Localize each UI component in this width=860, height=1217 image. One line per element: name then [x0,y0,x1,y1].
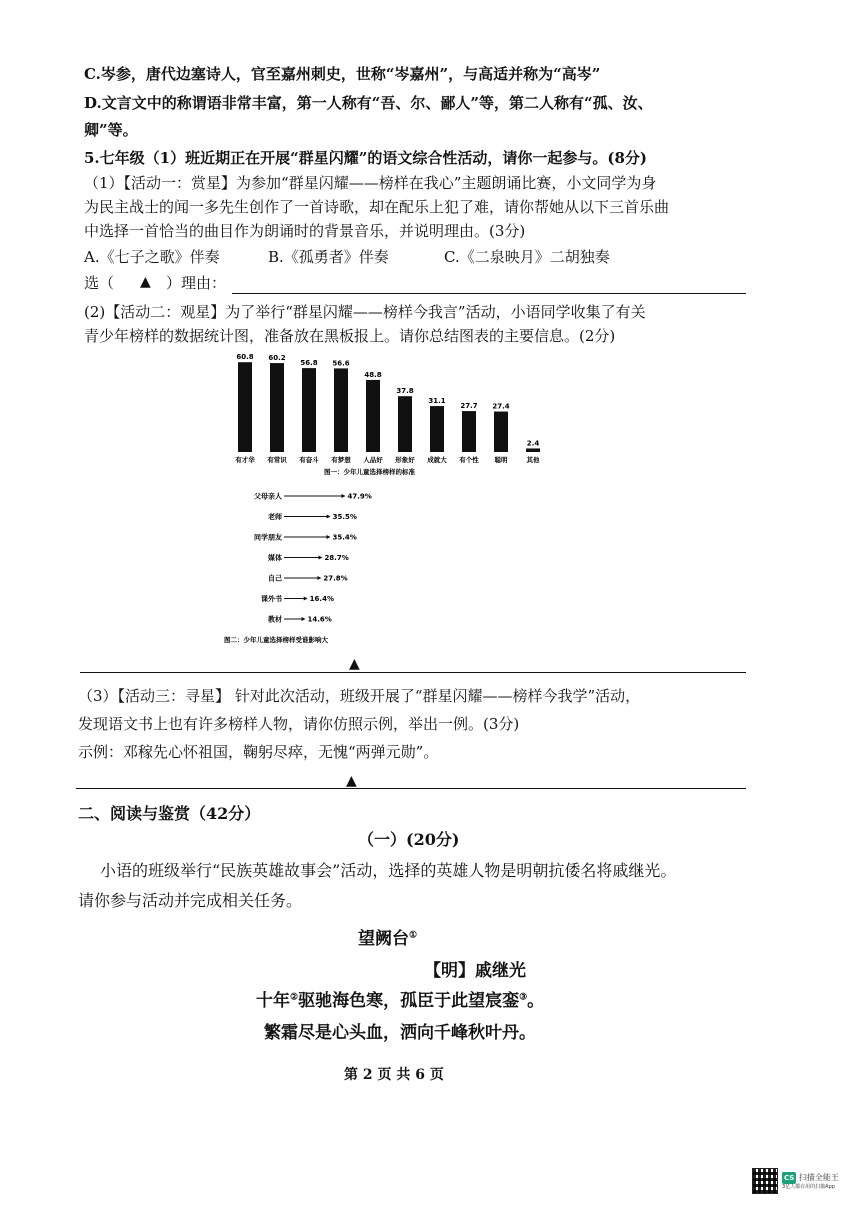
scanner-subtitle: 3亿人都在用的扫描App [782,1184,835,1190]
qr-code-icon [752,1168,778,1194]
influence-value-label: 28.7% [324,554,349,562]
influence-value-label: 47.9% [347,492,372,501]
chart-influence-sources [224,480,414,652]
poem-line-1-part-c: 。 [527,991,545,1011]
bar [462,411,476,452]
activity-1-line-1: （1）【活动一：赏星】为参加“群星闪耀——榜样在我心”主题朗诵比赛，小文同学为身 [84,174,657,192]
bar [430,406,444,452]
influence-value-label: 35.4% [332,533,357,542]
option-c-line: C.岑参，唐代边塞诗人，官至嘉州刺史，世称“岑嘉州”，与高适并称为“高岑” [84,65,601,83]
bar-value-label: 27.4 [492,402,510,411]
section-2-heading: 二、阅读与鉴赏（42分） [78,804,261,823]
influence-arrow-head [326,535,330,539]
influence-arrow-head [317,576,321,580]
bar-value-label: 2.4 [526,439,540,448]
chart-answer-line[interactable] [80,672,746,673]
option-d-line-2: 卿”等。 [84,121,138,139]
bar-category-label: 形象好 [395,456,415,464]
chart-selection-criteria [224,344,554,478]
bar [238,362,252,452]
bar-value-label: 60.8 [236,353,254,362]
poem-line-1-part-a: 十年 [256,991,290,1011]
question-5-heading: 5.七年级（1）班近期正在开展“群星闪耀”的语文综合性活动，请你一起参与。(8分) [84,149,647,167]
reason-label: ）理由： [166,274,227,292]
example-answer-line[interactable] [76,788,746,789]
bar-category-label: 有梦想 [331,456,351,464]
influence-arrow-head [327,515,331,519]
influence-value-label: 14.6% [307,615,332,624]
bar-value-label: 31.1 [428,397,446,406]
poem-title [358,924,417,949]
answer-triangle-example: ▲ [346,773,357,789]
chart-title: 图一：少年儿童选择榜样的标准 [324,468,415,476]
bar [494,412,508,452]
poem-title-footnote: ① [409,930,418,941]
scanner-name: 扫描全能王 [798,1173,839,1182]
bar [270,363,284,452]
scanner-text-group [782,1172,839,1190]
scanner-watermark [752,1167,848,1195]
influence-value-label: 35.5% [332,513,357,521]
influence-category-label: 老师 [268,513,282,521]
bar-category-label: 人品好 [363,456,383,464]
influence-value-label: 16.4% [309,595,334,603]
bar-category-label: 其他 [526,456,540,464]
bar [398,396,412,452]
choose-label: 选（ [84,274,115,292]
activity-3-line-1: （3）【活动三：寻星】 针对此次活动，班级开展了“群星闪耀——榜样今我学”活动， [78,687,641,705]
influence-value-label: 27.8% [323,574,348,583]
influence-arrow-head [304,597,308,601]
bar-category-label: 有奋斗 [299,456,319,464]
influence-category-label: 父母亲人 [254,492,282,501]
poem-title-text: 望阙台 [358,929,409,949]
poem-line-2: 繁霜尽是心头血，洒向千峰秋叶丹。 [264,1023,536,1043]
activity-2-line-2: 青少年榜样的数据统计图，准备放在黑板报上。请你总结图表的主要信息。(2分) [84,327,616,345]
example-line: 示例：邓稼先心怀祖国，鞠躬尽瘁，无愧“两弹元勋”。 [78,743,439,761]
bar-value-label: 56.6 [332,359,350,368]
influence-category-label: 自己 [268,574,282,583]
bar-category-label: 聪明 [494,456,508,464]
part-1-heading: （一）(20分) [358,830,460,849]
bar-category-label: 成就大 [427,456,447,464]
bar [302,368,316,452]
influence-category-label: 课外书 [261,595,282,603]
influence-arrow-head [341,494,345,498]
influence-category-label: 同学朋友 [254,533,282,542]
answer-triangle-chart: ▲ [349,656,360,672]
influence-category-label: 教材 [268,615,282,624]
intro-line-2: 请你参与活动并完成相关任务。 [78,891,303,910]
music-option-a: A.《七子之歌》伴奏 [84,248,220,266]
bar-value-label: 27.7 [460,402,478,411]
bar [334,368,348,452]
poem-line-1-part-b: 驱驰海色寒，孤臣于此望宸銮 [298,991,520,1011]
camscanner-badge: CS [784,1174,795,1182]
bar-category-label: 有个性 [459,456,479,464]
poem-footnote-2: ② [290,992,299,1003]
bar [366,380,380,452]
answer-triangle-choose: ▲ [140,274,151,290]
poem-footnote-3: ③ [519,992,528,1003]
activity-1-line-3: 中选择一首恰当的曲目作为朗诵时的背景音乐，并说明理由。(3分) [84,222,526,240]
influence-arrow-head [318,556,322,560]
poem-line-1 [256,986,544,1011]
influence-category-label: 媒体 [268,554,282,562]
bar-value-label: 56.8 [300,359,318,368]
page-number: 第 2 页 共 6 页 [344,1067,444,1083]
bar [526,448,540,452]
activity-3-line-2: 发现语文书上也有许多榜样人物，请你仿照示例，举出一例。(3分) [78,715,520,733]
activity-1-line-2: 为民主战士的闻一多先生创作了一首诗歌，却在配乐上犯了难，请你帮她从以下三首乐曲 [84,198,670,216]
reason-answer-line[interactable] [232,293,746,294]
option-d-line-1: D.文言文中的称谓语非常丰富，第一人称有“吾、尔、鄙人”等，第二人称有“孤、汝、 [84,94,653,112]
bar-category-label: 有常识 [267,456,287,464]
bar-value-label: 60.2 [268,354,286,363]
music-option-c: C.《二泉映月》二胡独奏 [444,248,610,266]
chart-title: 图二：少年儿童选择榜样受谁影响大 [224,636,328,644]
music-option-b: B.《孤勇者》伴奏 [268,248,389,266]
bar-value-label: 37.8 [396,387,414,396]
bar-category-label: 有才华 [235,456,255,464]
influence-arrow-head [302,617,306,621]
poem-author: 【明】戚继光 [424,961,526,981]
activity-2-line-1: (2)【活动二：观星】为了举行“群星闪耀——榜样今我言”活动，小语同学收集了有关 [84,303,646,321]
intro-line-1: 小语的班级举行“民族英雄故事会”活动，选择的英雄人物是明朝抗倭名将戚继光。 [100,861,677,880]
bar-value-label: 48.8 [364,370,382,379]
